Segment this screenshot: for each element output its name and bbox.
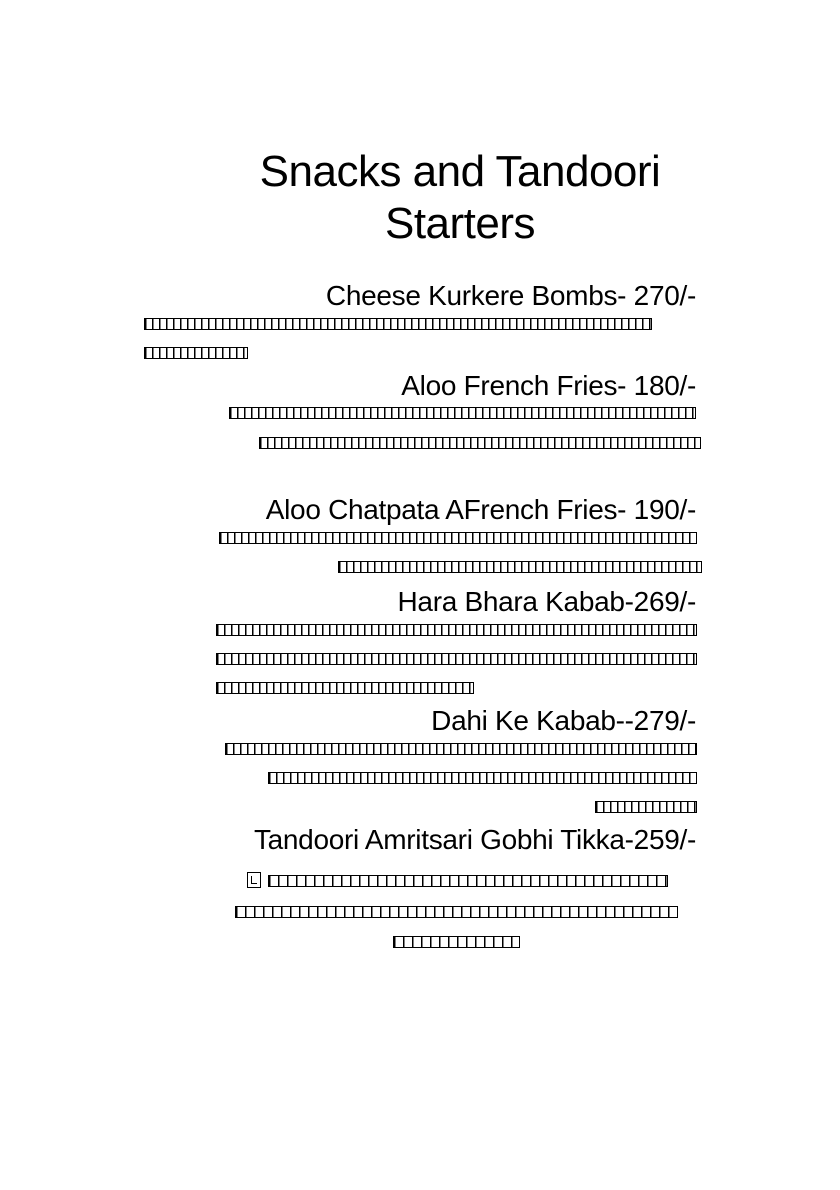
menu-item-name: Dahi Ke Kabab--279/-: [431, 705, 696, 736]
page-title: Snacks and Tandoori Starters: [259, 147, 661, 248]
menu-item-description-line: [259, 437, 701, 449]
menu-item-description-line: [229, 407, 696, 419]
menu-item-description-line: [216, 653, 697, 665]
menu-item-description-line: [393, 936, 520, 948]
menu-item-description-line: [216, 682, 474, 694]
menu-item-name: Hara Bhara Kabab-269/-: [397, 586, 696, 617]
menu-item-description-line: [235, 906, 678, 918]
menu-item-name: Tandoori Amritsari Gobhi Tikka-259/-: [253, 824, 696, 855]
menu-item-description-line: [225, 743, 697, 755]
menu-item-description-line: [595, 801, 697, 813]
menu-item-name: Cheese Kurkere Bombs- 270/-: [325, 280, 696, 311]
menu-item-description-line: [268, 772, 697, 784]
menu-item-description-line: [219, 532, 697, 544]
menu-item-description-line: [144, 318, 652, 330]
menu-item-description-line: [338, 561, 702, 573]
menu-item-description-line: [216, 624, 697, 636]
menu-item-name: Aloo Chatpata AFrench Fries- 190/-: [265, 494, 696, 525]
menu-item-description-line: [144, 347, 248, 359]
menu-item-name: Aloo French Fries- 180/-: [401, 370, 696, 401]
checkbox-glyph-icon: [247, 872, 261, 888]
menu-item-description-line: [268, 875, 668, 887]
